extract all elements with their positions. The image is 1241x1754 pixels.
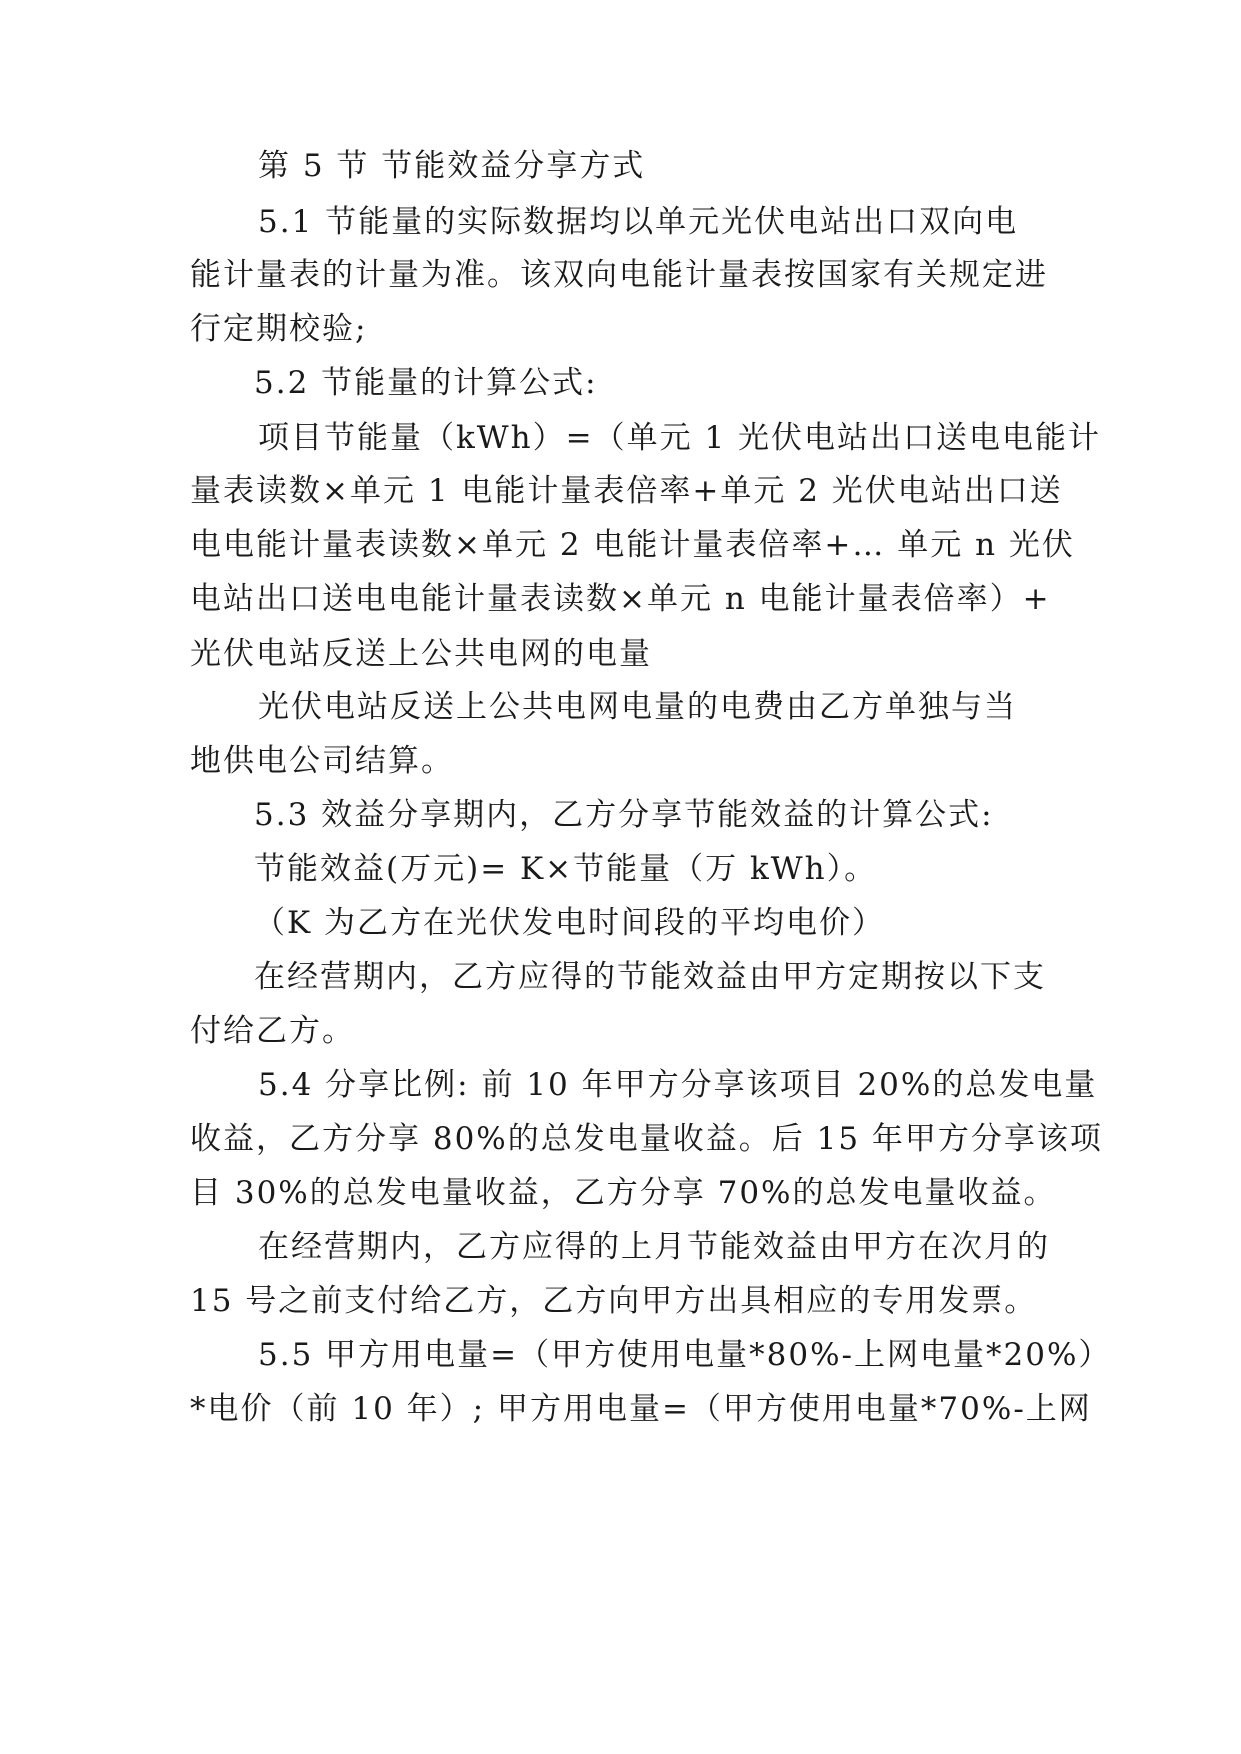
paragraph-line: 5.3 效益分享期内，乙方分享节能效益的计算公式:: [254, 797, 994, 833]
formula-line: 项目节能量（kWh）=（单元 1 光伏电站出口送电电能计: [258, 420, 1102, 456]
formula-line: 电站出口送电电能计量表读数×单元 n 电能计量表倍率）+: [190, 581, 1051, 617]
paragraph-line: 5.4 分享比例: 前 10 年甲方分享该项目 20%的总发电量: [258, 1067, 1098, 1103]
formula-line: *电价（前 10 年）; 甲方用电量=（甲方使用电量*70%-上网: [190, 1391, 1092, 1427]
paragraph-line: 地供电公司结算。: [190, 743, 454, 779]
paragraph-line: 5.1 节能量的实际数据均以单元光伏电站出口双向电: [258, 204, 1019, 240]
formula-line: 电电能计量表读数×单元 2 电能计量表倍率+… 单元 n 光伏: [190, 527, 1075, 563]
formula-line: 节能效益(万元)= K×节能量（万 kWh）。: [254, 851, 878, 887]
paragraph-line: 光伏电站反送上公共电网电量的电费由乙方单独与当: [258, 689, 1017, 725]
paragraph-line: 收益，乙方分享 80%的总发电量收益。后 15 年甲方分享该项: [190, 1121, 1103, 1157]
paragraph-line: 能计量表的计量为准。该双向电能计量表按国家有关规定进: [190, 257, 1048, 293]
paragraph-line: 目 30%的总发电量收益，乙方分享 70%的总发电量收益。: [190, 1175, 1057, 1211]
paragraph-line: 5.2 节能量的计算公式:: [254, 365, 598, 401]
note-line: （K 为乙方在光伏发电时间段的平均电价）: [254, 905, 886, 941]
formula-line: 量表读数×单元 1 电能计量表倍率+单元 2 光伏电站出口送: [190, 473, 1063, 509]
section-heading: 第 5 节 节能效益分享方式: [258, 148, 646, 184]
paragraph-line: 在经营期内，乙方应得的上月节能效益由甲方在次月的: [258, 1229, 1050, 1265]
formula-line: 5.5 甲方用电量=（甲方使用电量*80%-上网电量*20%）: [258, 1337, 1112, 1373]
paragraph-line: 付给乙方。: [190, 1013, 355, 1049]
formula-line: 光伏电站反送上公共电网的电量: [190, 636, 652, 672]
paragraph-line: 15 号之前支付给乙方，乙方向甲方出具相应的专用发票。: [190, 1283, 1038, 1319]
paragraph-line: 在经营期内，乙方应得的节能效益由甲方定期按以下支: [254, 959, 1046, 995]
paragraph-line: 行定期校验;: [190, 311, 368, 347]
